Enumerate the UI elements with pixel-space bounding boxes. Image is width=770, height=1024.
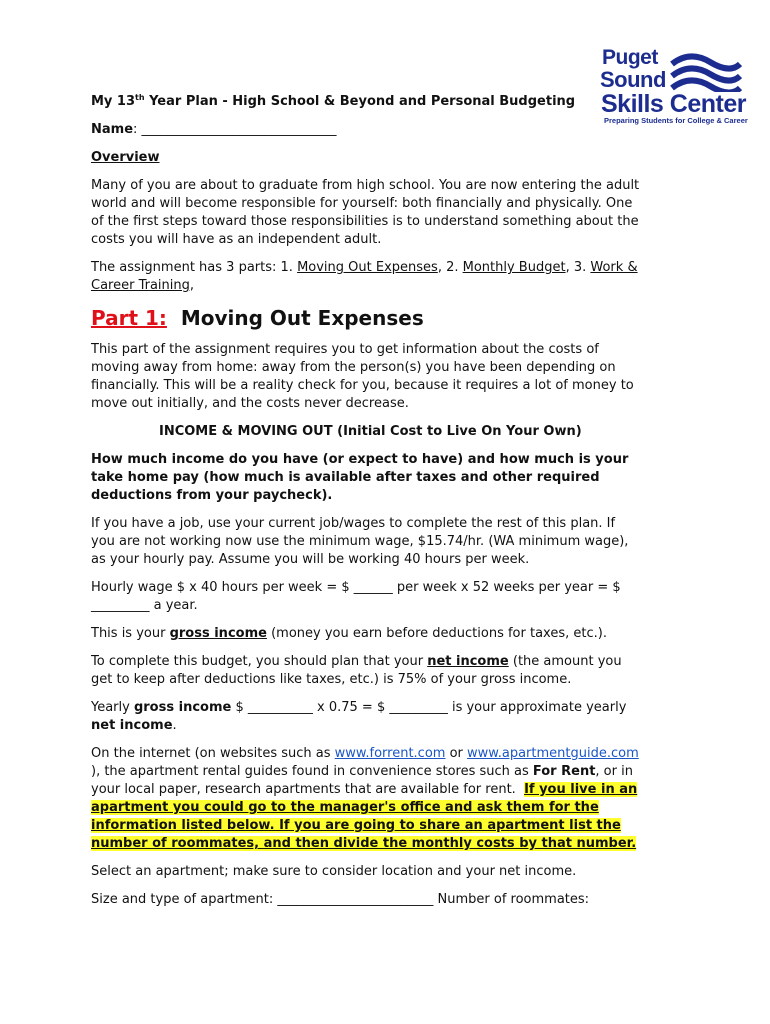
overview-line: of the first steps toward those responsibilities is to understand something about the [91, 214, 639, 229]
name-field: Name: ______________________________ [91, 122, 337, 137]
job-line: as your hourly pay. Assume you will be working 40 hours per week. [91, 552, 530, 567]
logo-line-sound: Sound [600, 67, 666, 92]
overview-line: world and will become responsible for yourself: both financially and physically. One [91, 196, 633, 211]
question-line: How much income do you have (or expect to have) and how much is your [91, 452, 629, 467]
part1-heading [91, 306, 424, 330]
yearly-calculation: Yearly gross income $ __________ x 0.75 = $ _________ is your approximate yearly [91, 700, 627, 715]
wage-calculation: _________ a year. [91, 598, 198, 613]
part2-ref: Monthly Budget [462, 260, 566, 275]
internet-research-line: ), the apartment rental guides found in convenience stores such as For Rent, or in [91, 764, 633, 779]
highlighted-instruction: apartment you could go to the manager's office and ask them for the [91, 800, 599, 815]
overview-line: costs you will have as an independent adult. [91, 232, 382, 247]
yearly-calculation-cont: net income. [91, 718, 177, 733]
logo-line-skills: Skills Center [601, 90, 746, 118]
part1-intro-line: moving away from home: away from the person(s) you have been depending on [91, 360, 616, 375]
job-line: you are not working now use the minimum wage, $15.74/hr. (WA minimum wage), [91, 534, 629, 549]
net-income-line: To complete this budget, you should plan that your net income (the amount you [91, 654, 622, 669]
part1-intro-line: move out initially, and the costs never decrease. [91, 396, 409, 411]
internet-research-line: On the internet (on websites such as www.forrent.com or www.apartmentguide.com [91, 746, 639, 761]
part3-ref: Work & [590, 260, 638, 275]
question-line: take home pay (how much is available after taxes and other required [91, 470, 600, 485]
wave-icon [670, 52, 742, 92]
highlighted-instruction: If you live in an [524, 782, 638, 797]
logo-tagline: Preparing Students for College & Career [604, 116, 748, 125]
part1-intro-line: This part of the assignment requires you to get information about the costs of [91, 342, 599, 357]
logo-line-puget: Puget [602, 46, 658, 69]
forrent-link[interactable]: www.forrent.com [334, 746, 446, 761]
school-logo [598, 46, 746, 128]
gross-income-line: This is your gross income (money you earn before deductions for taxes, etc.). [91, 626, 607, 641]
job-line: If you have a job, use your current job/wages to complete the rest of this plan. If [91, 516, 616, 531]
part1-title: Moving Out Expenses [166, 306, 424, 330]
assignment-parts: The assignment has 3 parts: 1. Moving Out Expenses, 2. Monthly Budget, 3. Work & [91, 260, 638, 275]
select-apartment-line: Select an apartment; make sure to consider location and your net income. [91, 864, 577, 879]
highlighted-instruction: number of roommates, and then divide the monthly costs by that number. [91, 836, 637, 851]
part1-intro-line: financially. This will be a reality check for you, because it requires a lot of money to [91, 378, 634, 393]
assignment-parts-cont: Career Training, [91, 278, 195, 293]
overview-line: Many of you are about to graduate from high school. You are now entering the adult [91, 178, 640, 193]
apartment-size-field: Size and type of apartment: ________________________ Number of roommates: [91, 892, 590, 907]
question-line: deductions from your paycheck). [91, 488, 333, 503]
net-income-line: get to keep after deductions like taxes, etc.) is 75% of your gross income. [91, 672, 572, 687]
part1-label: Part 1: [91, 306, 167, 330]
internet-research-line: your local paper, research apartments that are available for rent. If you live in an [91, 782, 638, 797]
highlighted-instruction: information listed below. If you are going to share an apartment list the [91, 818, 621, 833]
document-title: My 13th Year Plan - High School & Beyond and Personal Budgeting [91, 93, 576, 109]
part1-ref: Moving Out Expenses [297, 260, 438, 275]
income-subheading: INCOME & MOVING OUT (Initial Cost to Live On Your Own) [159, 424, 582, 439]
apartmentguide-link[interactable]: www.apartmentguide.com [467, 746, 639, 761]
wage-calculation: Hourly wage $ x 40 hours per week = $ ______ per week x 52 weeks per year = $ [91, 580, 621, 595]
overview-heading: Overview [91, 150, 160, 165]
